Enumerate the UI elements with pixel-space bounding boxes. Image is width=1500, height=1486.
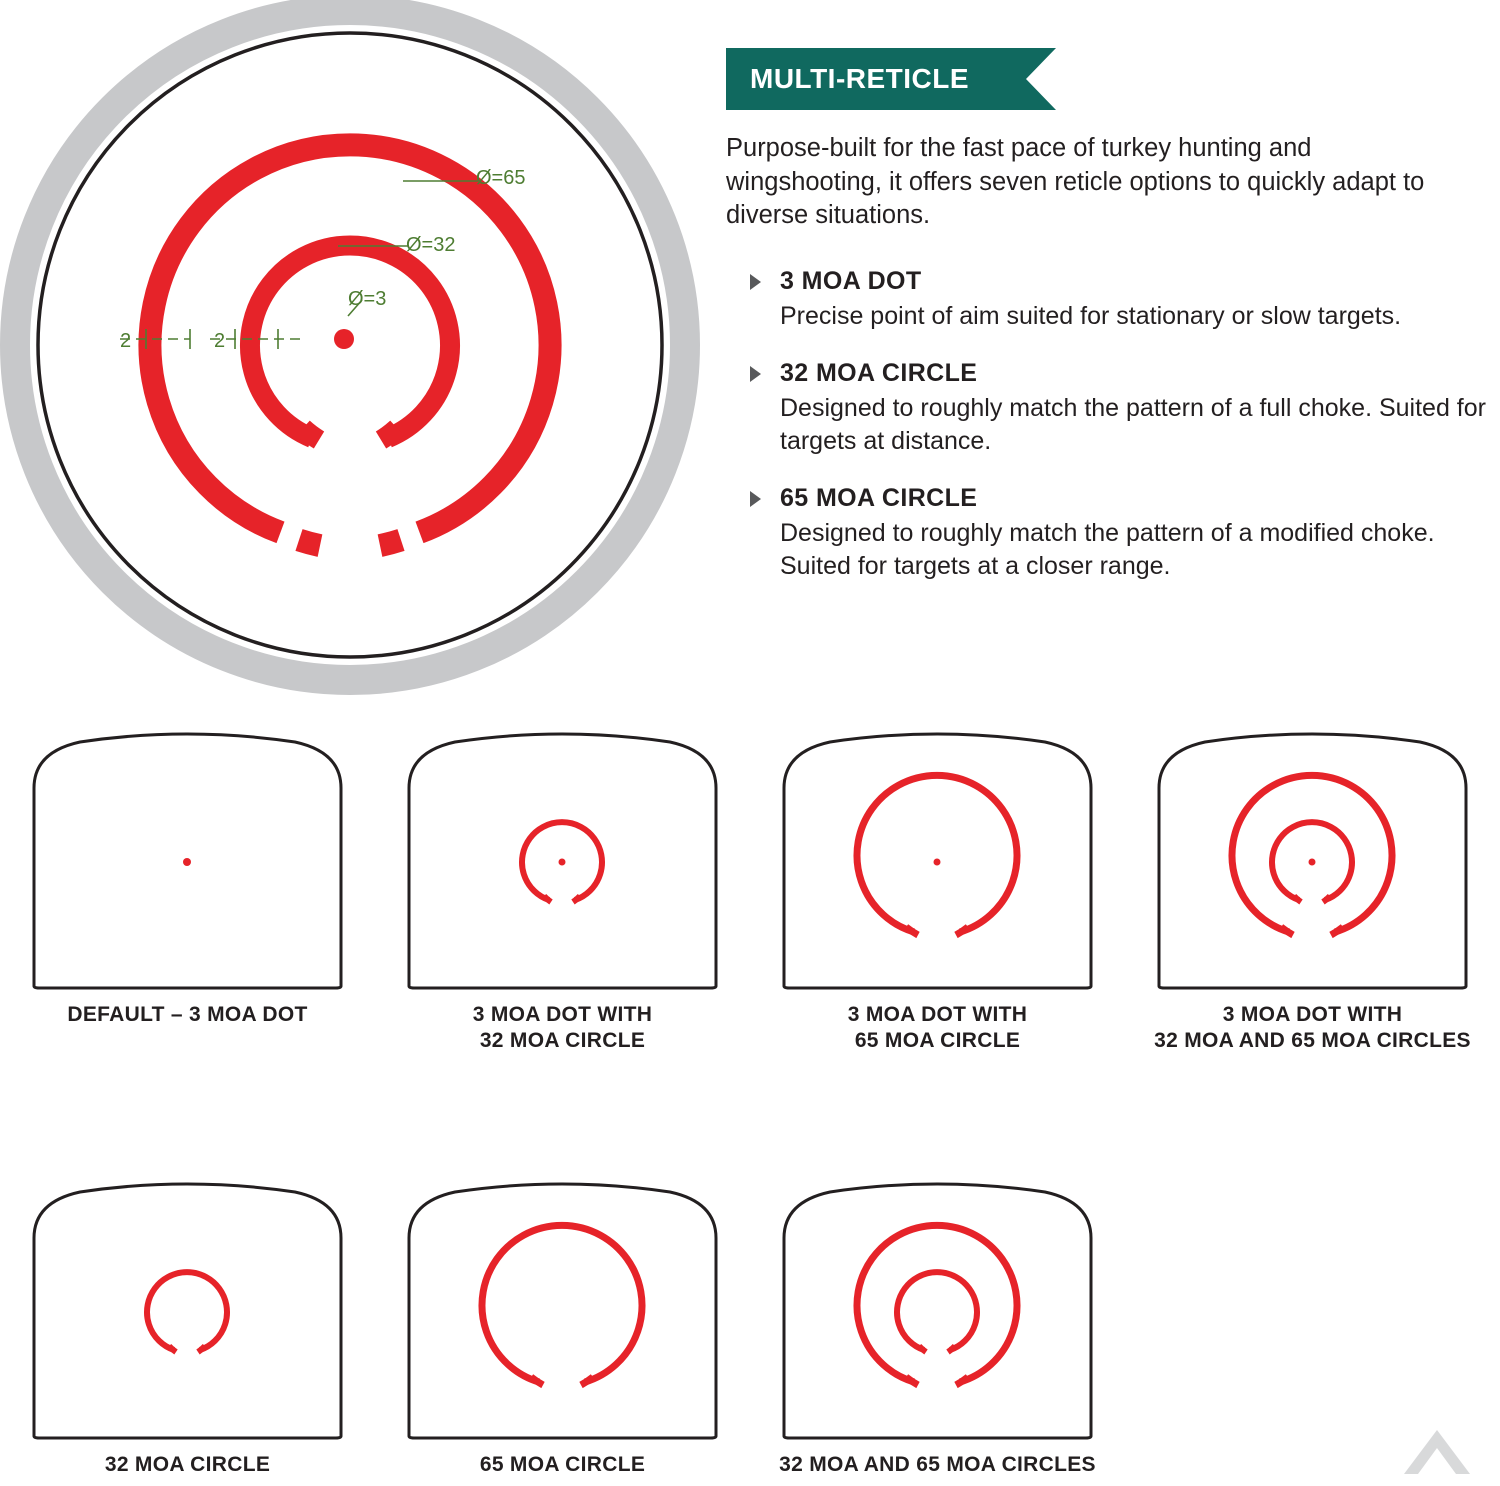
main-reticle-diagram [0,0,700,700]
feature-3-moa-dot [738,267,1486,333]
center-3-moa-dot [559,859,566,866]
option-caption: 32 MOA CIRCLE [104,1453,271,1477]
center-3-moa-dot [183,858,191,866]
sight-window [1141,722,1484,990]
feature-list [738,267,1486,583]
label-gap-left: 2 [120,330,132,352]
feature-description: Designed to roughly match the pattern of a full choke. Suited for targets at distance. [780,394,1486,455]
grid-row-2 [0,1172,1500,1478]
feature-description: Precise point of aim suited for stationary or slow targets. [780,301,1402,330]
label-outer-circle: Ø=65 [476,167,526,189]
reticle-option-3-moa-dot-with-32-and-65-moa-circles [1125,722,1500,1054]
reticle-option-32-and-65-moa-circles [750,1172,1125,1478]
feature-title: 32 MOA CIRCLE [780,359,978,388]
option-caption: 3 MOA DOT WITH 32 MOA AND 65 MOA CIRCLES [1154,1003,1471,1053]
label-gap-right: 2 [214,330,226,352]
option-caption: 32 MOA AND 65 MOA CIRCLES [779,1453,1096,1477]
sight-window [766,1172,1109,1440]
sight-window [391,722,734,990]
reticle-option-grid [0,722,1500,1478]
feature-title: 3 MOA DOT [780,266,922,295]
reticle-option-32-moa-circle [0,1172,375,1478]
panel-intro-text: Purpose-built for the fast pace of turkey hunting and wingshooting, it offers seven reticle options to quickly adapt to diverse situations. [726,134,1425,230]
reticle-option-default-3-moa-dot [0,722,375,1054]
center-3-moa-dot [334,329,354,349]
section-banner [726,48,1056,110]
arrow-right-icon [750,274,761,290]
option-caption: 3 MOA DOT WITH 32 MOA CIRCLE [472,1003,653,1053]
reticle-option-3-moa-dot-with-65-moa-circle [750,722,1125,1054]
feature-65-moa-circle [738,484,1486,582]
banner-title: MULTI-RETICLE [750,63,970,94]
sight-window [16,1172,359,1440]
option-caption: 3 MOA DOT WITH 65 MOA CIRCLE [847,1003,1028,1053]
reticle-option-3-moa-dot-with-32-moa-circle [375,722,750,1054]
option-caption: 65 MOA CIRCLE [479,1453,646,1477]
center-3-moa-dot [934,859,941,866]
arrow-right-icon [750,366,761,382]
sight-window [766,722,1109,990]
grid-row-1 [0,722,1500,1054]
corner-chevron-icon [1400,1424,1474,1480]
info-panel [726,48,1486,609]
reticle-option-65-moa-circle [375,1172,750,1478]
label-center-dot: Ø=3 [348,288,387,310]
label-middle-circle: Ø=32 [406,234,456,256]
option-caption: DEFAULT – 3 MOA DOT [67,1003,308,1026]
arrow-right-icon [750,491,761,507]
sight-window [391,1172,734,1440]
feature-description: Designed to roughly match the pattern of a modified choke. Suited for targets at a closer range. [780,519,1435,580]
center-3-moa-dot [1309,859,1316,866]
feature-title: 65 MOA CIRCLE [780,484,978,513]
sight-window [16,722,359,990]
feature-32-moa-circle [738,359,1486,457]
